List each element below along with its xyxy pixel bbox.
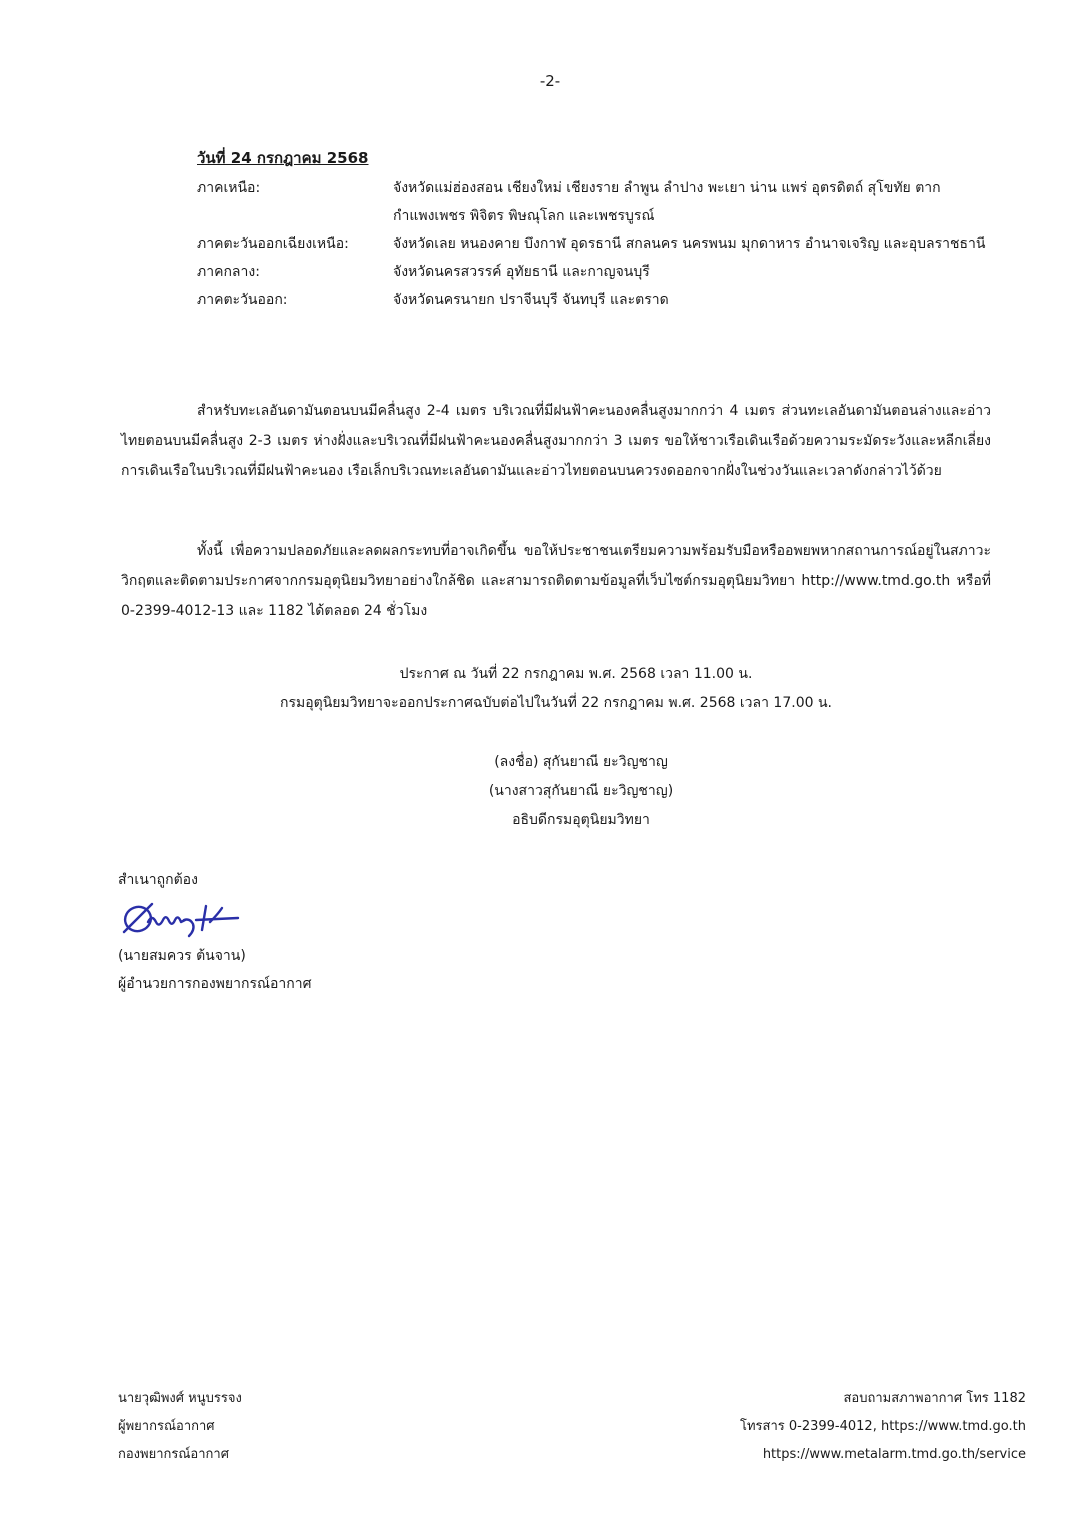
sea-warning-paragraph: สำหรับทะเลอันดามันตอนบนมีคลื่นสูง 2-4 เมตร บริเวณที่มีฝนฟ้าคะนองคลื่นสูงมากกว่า 4 เมตร ส่วนทะเลอันดามันตอนล่างและอ่าวไทยตอนบนมีคลื่นสูง 2-3 เมตร ห่างฝั่งและบริเวณที่มีฝนฟ้าคะนองคลื่นสูงมากกว่า 3 เมตร ขอให้ชาวเรือเดินเรือด้วยความระมัดระวังและหลีกเลี่ยงการเดินเรือในบริเวณที่มีฝนฟ้าคะนอง เรือเล็กบริเวณทะเลอันดามันและอ่าวไทยตอนบนควรงดออกจากฝั่งในช่วงวันและเวลาดังกล่าวไว้ด้วย [121, 403, 991, 479]
footer-forecaster-name: นายวุฒิพงศ์ หนูบรรจง [118, 1391, 242, 1406]
region-name: ภาคกลาง: [197, 264, 260, 280]
signer-block [431, 748, 731, 835]
region-row-central [197, 258, 987, 286]
footer-forecaster [118, 1385, 242, 1469]
region-provinces: จังหวัดนครนายก ปราจีนบุรี จันทบุรี และตราด [393, 292, 669, 308]
footer-fax: โทรสาร 0-2399-4012, https://www.tmd.go.th [740, 1419, 1026, 1434]
signer-signed: (ลงชื่อ) สุกันยาณี ยะวิญชาญ [494, 754, 668, 770]
region-row-north [197, 174, 987, 230]
certified-copy-position: ผู้อำนวยการกองพยากรณ์อากาศ [118, 976, 312, 992]
signer-title: อธิบดีกรมอุตุนิยมวิทยา [512, 812, 650, 828]
page-number: -2- [539, 72, 561, 90]
announcement-next: กรมอุตุนิยมวิทยาจะออกประกาศฉบับต่อไปในวันที่ 22 กรกฎาคม พ.ศ. 2568 เวลา 17.00 น. [280, 695, 832, 711]
region-provinces: จังหวัดเลย หนองคาย บึงกาฬ อุดรธานี สกลนคร นครพนม มุกดาหาร อำนาจเจริญ และอุบลราชธานี [393, 236, 986, 252]
safety-paragraph: ทั้งนี้ เพื่อความปลอดภัยและลดผลกระทบที่อาจเกิดขึ้น ขอให้ประชาชนเตรียมความพร้อมรับมือหรืออพยพหากสถานการณ์อยู่ในสภาวะวิกฤตและติดตามประกาศจากกรมอุตุนิยมวิทยาอย่างใกล้ชิด และสามารถติดตามข้อมูลที่เว็บไซต์กรมอุตุนิยมวิทยา http://www.tmd.go.th หรือที่ 0-2399-4012-13 และ 1182 ได้ตลอด 24 ชั่วโมง [121, 543, 991, 619]
region-name: ภาคตะวันออก: [197, 292, 288, 308]
region-list [197, 174, 987, 314]
certified-copy-name: (นายสมควร ต้นจาน) [118, 948, 246, 964]
region-row-northeast [197, 230, 987, 258]
announcement-block [121, 660, 991, 718]
footer-forecaster-division: กองพยากรณ์อากาศ [118, 1447, 229, 1462]
footer-contact [740, 1385, 1026, 1469]
footer-forecaster-role: ผู้พยากรณ์อากาศ [118, 1419, 215, 1434]
footer-inquiry: สอบถามสภาพอากาศ โทร 1182 [843, 1391, 1026, 1406]
signer-full-name: (นางสาวสุกันยาณี ยะวิญชาญ) [488, 783, 674, 799]
region-provinces: จังหวัดนครสวรรค์ อุทัยธานี และกาญจนบุรี [393, 264, 650, 280]
region-provinces: จังหวัดแม่ฮ่องสอน เชียงใหม่ เชียงราย ลำพูน ลำปาง พะเยา น่าน แพร่ อุตรดิตถ์ สุโขทัย ตาก กำแพงเพชร พิจิตร พิษณุโลก และเพชรบูรณ์ [393, 180, 941, 224]
region-name: ภาคตะวันออกเฉียงเหนือ: [197, 236, 349, 252]
region-name: ภาคเหนือ: [197, 180, 261, 196]
certified-copy-label: สำเนาถูกต้อง [118, 872, 198, 888]
region-row-east [197, 286, 987, 314]
footer-service-url: https://www.metalarm.tmd.go.th/service [762, 1447, 1026, 1462]
certified-copy-block [118, 866, 311, 998]
handwritten-signature [118, 896, 248, 940]
date-heading: วันที่ 24 กรกฎาคม 2568 [197, 149, 369, 167]
announcement-issued: ประกาศ ณ วันที่ 22 กรกฎาคม พ.ศ. 2568 เวลา 11.00 น. [399, 666, 753, 682]
